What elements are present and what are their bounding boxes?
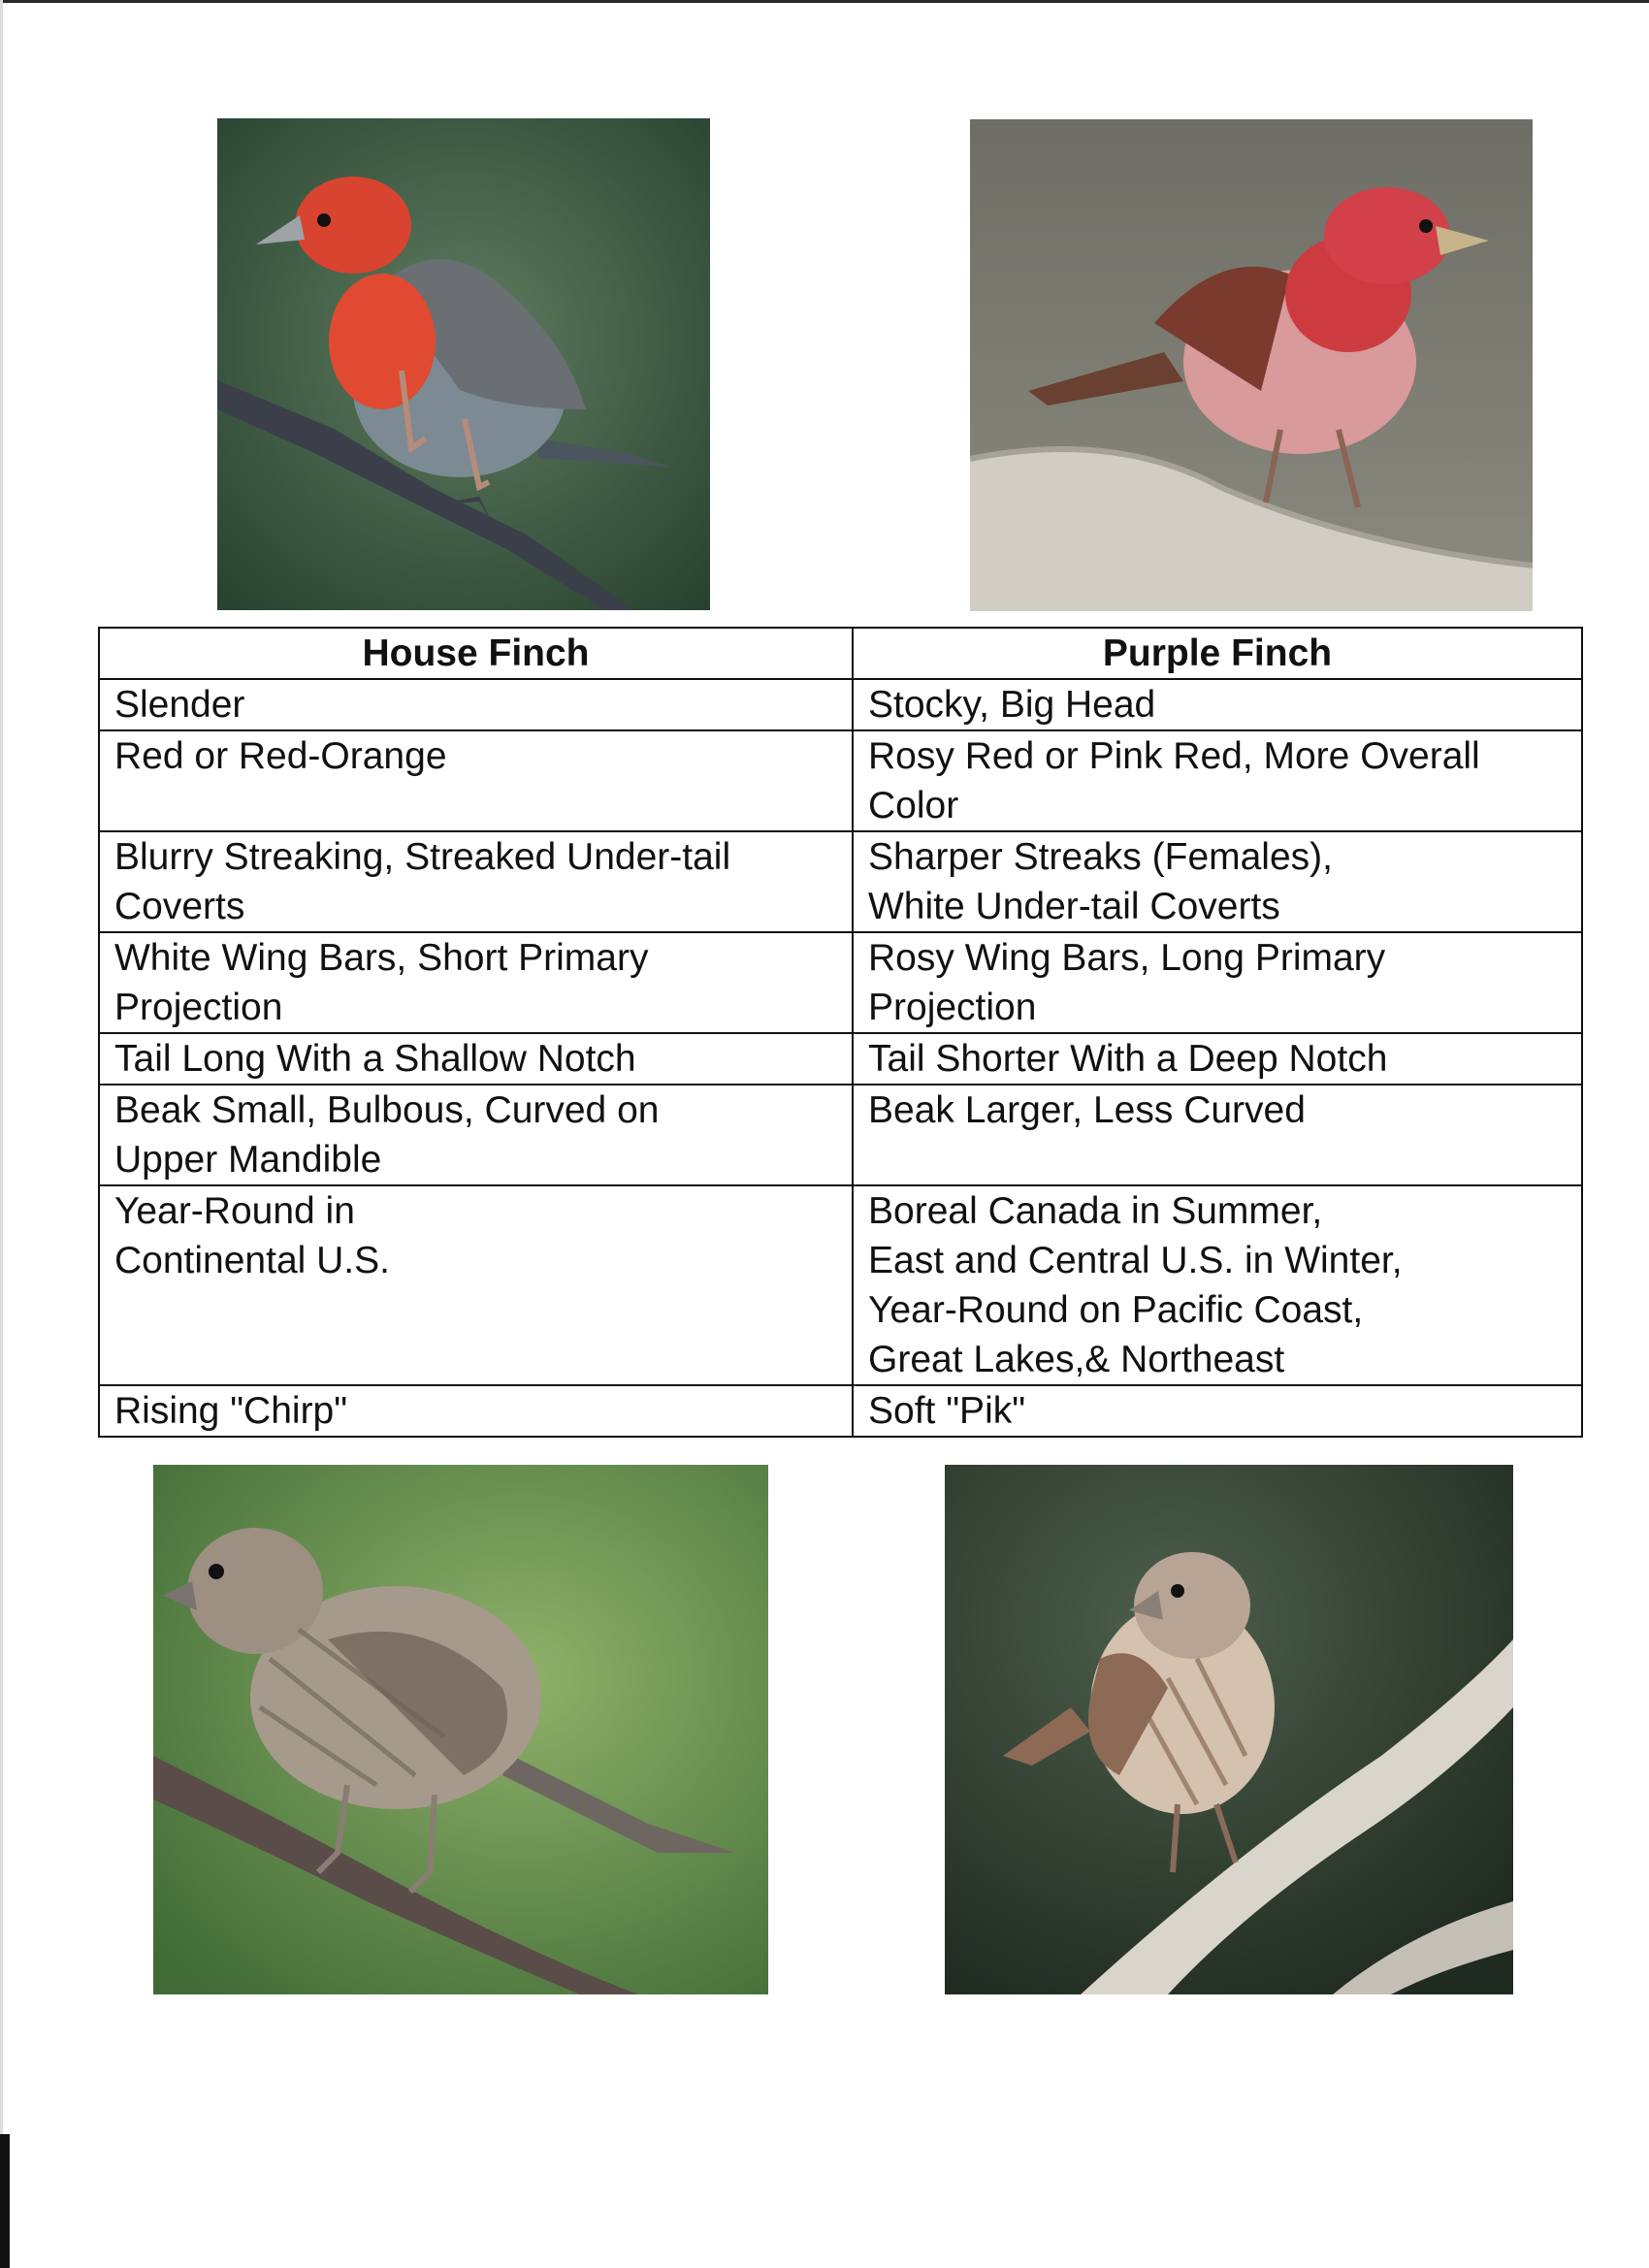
table-row (99, 679, 1582, 730)
purple-finch-cell: Rosy Red or Pink Red, More Overall Color (853, 730, 1582, 831)
scan-edge-top (0, 0, 1649, 3)
purple-finch-cell: Sharper Streaks (Females), White Under-tail Coverts (853, 831, 1582, 932)
purple-finch-male-photo (970, 119, 1533, 611)
house-finch-cell: Rising "Chirp" (99, 1385, 853, 1437)
purple-finch-female-photo (945, 1465, 1513, 1994)
table-header-row (99, 628, 1582, 679)
table-row (99, 1385, 1582, 1437)
purple-finch-cell: Stocky, Big Head (853, 679, 1582, 730)
house-finch-cell: Slender (99, 679, 853, 730)
purple-finch-cell: Tail Shorter With a Deep Notch (853, 1033, 1582, 1085)
column-header-house-finch: House Finch (99, 628, 853, 679)
house-finch-cell: Blurry Streaking, Streaked Under-tail Coverts (99, 831, 853, 932)
table-row (99, 831, 1582, 932)
finch-comparison-table (98, 627, 1583, 1438)
house-finch-cell: Year-Round in Continental U.S. (99, 1185, 853, 1385)
house-finch-cell: Tail Long With a Shallow Notch (99, 1033, 853, 1085)
purple-finch-cell: Rosy Wing Bars, Long Primary Projection (853, 932, 1582, 1033)
purple-finch-cell: Beak Larger, Less Curved (853, 1085, 1582, 1185)
table-row (99, 1185, 1582, 1385)
table-row (99, 730, 1582, 831)
house-finch-cell: Beak Small, Bulbous, Curved on Upper Mandible (99, 1085, 853, 1185)
scan-edge-left (0, 0, 3, 2268)
column-header-purple-finch: Purple Finch (853, 628, 1582, 679)
scan-edge-mark (0, 2134, 10, 2268)
purple-finch-cell: Soft "Pik" (853, 1385, 1582, 1437)
house-finch-male-photo (217, 118, 710, 610)
purple-finch-cell: Boreal Canada in Summer, East and Central U.S. in Winter, Year-Round on Pacific Coast, Great Lakes,& Northeast (853, 1185, 1582, 1385)
house-finch-cell: White Wing Bars, Short Primary Projection (99, 932, 853, 1033)
table-row (99, 1033, 1582, 1085)
house-finch-cell: Red or Red-Orange (99, 730, 853, 831)
house-finch-female-photo (153, 1465, 768, 1994)
table-row (99, 1085, 1582, 1185)
table-row (99, 932, 1582, 1033)
